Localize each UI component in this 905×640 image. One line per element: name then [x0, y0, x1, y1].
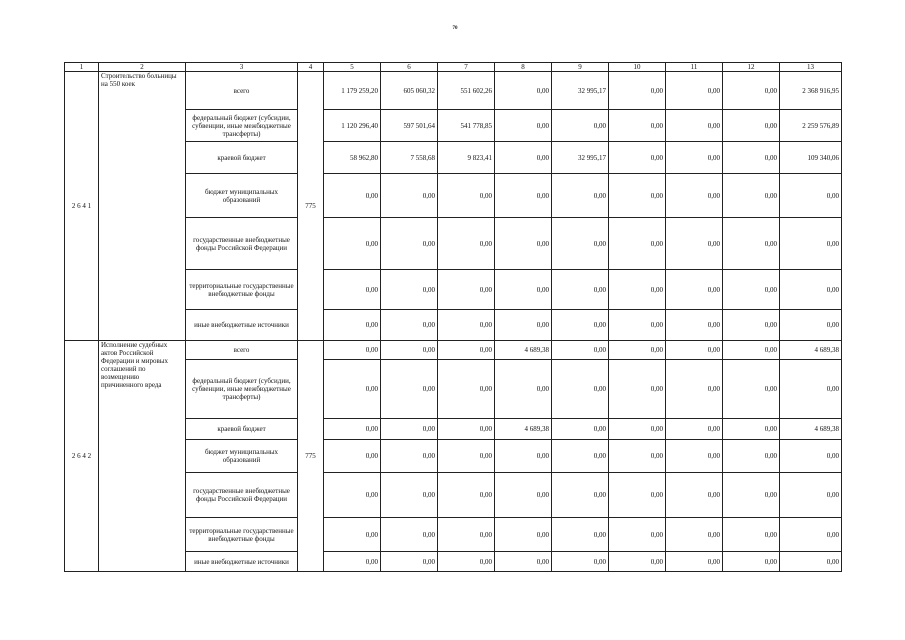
- amount-cell: 0,00: [609, 218, 666, 270]
- amount-cell: 0,00: [723, 174, 780, 218]
- amount-cell: 0,00: [495, 218, 552, 270]
- funding-source: бюджет муниципальных образований: [186, 440, 298, 473]
- amount-cell: 0,00: [495, 72, 552, 110]
- amount-cell: 2 259 576,89: [780, 110, 842, 142]
- amount-cell: 0,00: [552, 473, 609, 518]
- amount-cell: 4 689,38: [780, 341, 842, 360]
- amount-cell: 0,00: [552, 440, 609, 473]
- amount-cell: 0,00: [381, 270, 438, 310]
- column-header: 10: [609, 63, 666, 72]
- amount-cell: 0,00: [438, 270, 495, 310]
- amount-cell: 0,00: [381, 518, 438, 552]
- amount-cell: 0,00: [609, 473, 666, 518]
- amount-cell: 0,00: [666, 419, 723, 440]
- amount-cell: 4 689,38: [495, 419, 552, 440]
- amount-cell: 0,00: [666, 72, 723, 110]
- amount-cell: 0,00: [552, 218, 609, 270]
- amount-cell: 0,00: [495, 518, 552, 552]
- amount-cell: 0,00: [438, 310, 495, 341]
- amount-cell: 0,00: [381, 552, 438, 572]
- amount-cell: 0,00: [438, 440, 495, 473]
- amount-cell: 0,00: [552, 360, 609, 419]
- table-row: [65, 72, 842, 110]
- column-header: 7: [438, 63, 495, 72]
- column-header: 8: [495, 63, 552, 72]
- amount-cell: 0,00: [495, 110, 552, 142]
- amount-cell: 0,00: [438, 218, 495, 270]
- amount-cell: 0,00: [324, 473, 381, 518]
- amount-cell: 551 602,26: [438, 72, 495, 110]
- column-header: 9: [552, 63, 609, 72]
- header-row: [65, 63, 842, 72]
- column-header: 2: [99, 63, 186, 72]
- section-name: Исполнение судебных актов Российской Федерации и мировых соглашений по возмещению причиненного вреда: [99, 341, 186, 572]
- amount-cell: 0,00: [552, 341, 609, 360]
- amount-cell: 0,00: [723, 473, 780, 518]
- amount-cell: 32 995,17: [552, 142, 609, 174]
- amount-cell: 0,00: [381, 473, 438, 518]
- amount-cell: 0,00: [438, 341, 495, 360]
- amount-cell: 0,00: [609, 72, 666, 110]
- amount-cell: 0,00: [552, 310, 609, 341]
- amount-cell: 0,00: [780, 174, 842, 218]
- funding-source: федеральный бюджет (субсидии, субвенции, иные межбюджетные трансферты): [186, 110, 298, 142]
- amount-cell: 0,00: [723, 110, 780, 142]
- column-header: 11: [666, 63, 723, 72]
- amount-cell: 0,00: [324, 270, 381, 310]
- amount-cell: 0,00: [666, 518, 723, 552]
- column-header: 4: [298, 63, 324, 72]
- amount-cell: 32 995,17: [552, 72, 609, 110]
- amount-cell: 58 962,80: [324, 142, 381, 174]
- funding-source: краевой бюджет: [186, 419, 298, 440]
- amount-cell: 0,00: [324, 360, 381, 419]
- section-name: Строительство больницы на 550 коек: [99, 72, 186, 341]
- amount-cell: 0,00: [324, 440, 381, 473]
- funding-source: государственные внебюджетные фонды Российской Федерации: [186, 473, 298, 518]
- budget-table: [64, 62, 842, 572]
- funding-source: всего: [186, 341, 298, 360]
- amount-cell: 0,00: [495, 142, 552, 174]
- table-row: [65, 341, 842, 360]
- amount-cell: 0,00: [609, 110, 666, 142]
- amount-cell: 0,00: [609, 341, 666, 360]
- amount-cell: 0,00: [438, 518, 495, 552]
- amount-cell: 0,00: [552, 419, 609, 440]
- amount-cell: 0,00: [609, 360, 666, 419]
- amount-cell: 0,00: [438, 419, 495, 440]
- column-header: 12: [723, 63, 780, 72]
- amount-cell: 0,00: [666, 218, 723, 270]
- amount-cell: 0,00: [723, 142, 780, 174]
- amount-cell: 0,00: [324, 552, 381, 572]
- amount-cell: 4 689,38: [495, 341, 552, 360]
- amount-cell: 597 501,64: [381, 110, 438, 142]
- amount-cell: 0,00: [609, 440, 666, 473]
- amount-cell: 109 340,06: [780, 142, 842, 174]
- amount-cell: 0,00: [381, 218, 438, 270]
- amount-cell: 0,00: [552, 552, 609, 572]
- funding-source: территориальные государственные внебюджетные фонды: [186, 518, 298, 552]
- funding-source: бюджет муниципальных образований: [186, 174, 298, 218]
- amount-cell: 0,00: [723, 341, 780, 360]
- amount-cell: 0,00: [780, 440, 842, 473]
- amount-cell: 0,00: [723, 72, 780, 110]
- amount-cell: 0,00: [723, 518, 780, 552]
- amount-cell: 0,00: [438, 360, 495, 419]
- amount-cell: 0,00: [780, 218, 842, 270]
- amount-cell: 0,00: [381, 310, 438, 341]
- funding-source: иные внебюджетные источники: [186, 310, 298, 341]
- amount-cell: 0,00: [495, 360, 552, 419]
- amount-cell: 0,00: [780, 270, 842, 310]
- funding-source: всего: [186, 72, 298, 110]
- amount-cell: 0,00: [666, 110, 723, 142]
- amount-cell: 0,00: [723, 218, 780, 270]
- section-code: 2 6 4 2: [65, 341, 99, 572]
- amount-cell: 0,00: [495, 310, 552, 341]
- amount-cell: 0,00: [666, 310, 723, 341]
- amount-cell: 0,00: [552, 270, 609, 310]
- amount-cell: 0,00: [723, 440, 780, 473]
- amount-cell: 0,00: [780, 310, 842, 341]
- grbs-code: 775: [298, 72, 324, 341]
- amount-cell: 0,00: [381, 341, 438, 360]
- amount-cell: 0,00: [552, 110, 609, 142]
- amount-cell: 1 179 259,20: [324, 72, 381, 110]
- amount-cell: 9 823,41: [438, 142, 495, 174]
- funding-source: федеральный бюджет (субсидии, субвенции, иные межбюджетные трансферты): [186, 360, 298, 419]
- amount-cell: 541 778,85: [438, 110, 495, 142]
- column-header: 6: [381, 63, 438, 72]
- amount-cell: 0,00: [495, 473, 552, 518]
- column-header: 1: [65, 63, 99, 72]
- amount-cell: 0,00: [723, 360, 780, 419]
- amount-cell: 0,00: [324, 341, 381, 360]
- amount-cell: 0,00: [324, 174, 381, 218]
- amount-cell: 0,00: [723, 270, 780, 310]
- amount-cell: 0,00: [666, 440, 723, 473]
- amount-cell: 0,00: [666, 174, 723, 218]
- amount-cell: 0,00: [780, 360, 842, 419]
- amount-cell: 0,00: [723, 310, 780, 341]
- amount-cell: 0,00: [381, 174, 438, 218]
- amount-cell: 0,00: [495, 270, 552, 310]
- amount-cell: 0,00: [780, 552, 842, 572]
- page-number: 70: [452, 26, 458, 31]
- amount-cell: 0,00: [666, 360, 723, 419]
- amount-cell: 0,00: [780, 473, 842, 518]
- column-header: 3: [186, 63, 298, 72]
- funding-source: государственные внебюджетные фонды Российской Федерации: [186, 218, 298, 270]
- funding-source: территориальные государственные внебюджетные фонды: [186, 270, 298, 310]
- amount-cell: 0,00: [324, 310, 381, 341]
- amount-cell: 2 368 916,95: [780, 72, 842, 110]
- amount-cell: 0,00: [666, 473, 723, 518]
- amount-cell: 0,00: [438, 174, 495, 218]
- column-header: 13: [780, 63, 842, 72]
- amount-cell: 0,00: [609, 142, 666, 174]
- amount-cell: 0,00: [609, 310, 666, 341]
- amount-cell: 0,00: [324, 218, 381, 270]
- amount-cell: 4 689,38: [780, 419, 842, 440]
- amount-cell: 0,00: [438, 552, 495, 572]
- amount-cell: 605 060,32: [381, 72, 438, 110]
- amount-cell: 0,00: [723, 552, 780, 572]
- amount-cell: 0,00: [495, 440, 552, 473]
- amount-cell: 0,00: [609, 518, 666, 552]
- amount-cell: 0,00: [552, 174, 609, 218]
- amount-cell: 0,00: [666, 552, 723, 572]
- amount-cell: 0,00: [324, 518, 381, 552]
- amount-cell: 0,00: [552, 518, 609, 552]
- amount-cell: 0,00: [381, 419, 438, 440]
- amount-cell: 1 120 296,40: [324, 110, 381, 142]
- amount-cell: 0,00: [609, 552, 666, 572]
- amount-cell: 0,00: [381, 360, 438, 419]
- amount-cell: 0,00: [495, 174, 552, 218]
- amount-cell: 7 558,68: [381, 142, 438, 174]
- funding-source: краевой бюджет: [186, 142, 298, 174]
- amount-cell: 0,00: [381, 440, 438, 473]
- funding-source: иные внебюджетные источники: [186, 552, 298, 572]
- column-header: 5: [324, 63, 381, 72]
- amount-cell: 0,00: [723, 419, 780, 440]
- amount-cell: 0,00: [324, 419, 381, 440]
- amount-cell: 0,00: [609, 419, 666, 440]
- amount-cell: 0,00: [495, 552, 552, 572]
- amount-cell: 0,00: [438, 473, 495, 518]
- amount-cell: 0,00: [666, 270, 723, 310]
- amount-cell: 0,00: [609, 174, 666, 218]
- amount-cell: 0,00: [666, 341, 723, 360]
- grbs-code: 775: [298, 341, 324, 572]
- amount-cell: 0,00: [609, 270, 666, 310]
- amount-cell: 0,00: [780, 518, 842, 552]
- amount-cell: 0,00: [666, 142, 723, 174]
- section-code: 2 6 4 1: [65, 72, 99, 341]
